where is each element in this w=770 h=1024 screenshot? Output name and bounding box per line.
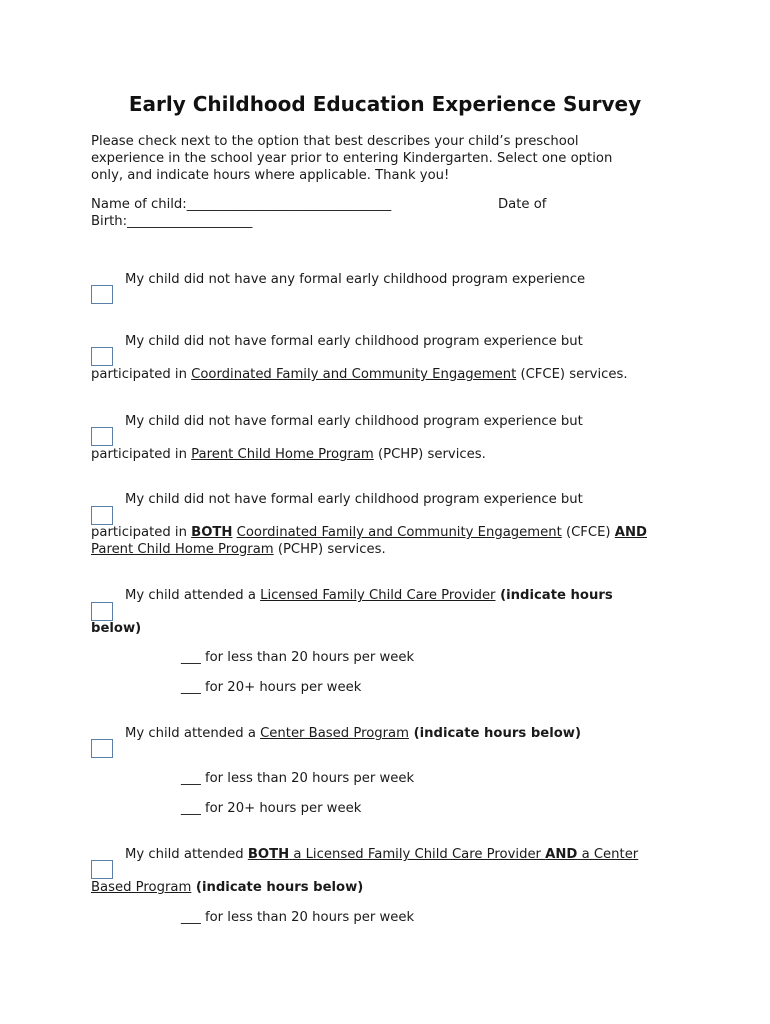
option-1-checkbox[interactable] bbox=[91, 285, 113, 304]
licensed-provider-link[interactable]: Licensed Family Child Care Provider bbox=[260, 588, 496, 603]
pchp-link[interactable]: Parent Child Home Program bbox=[91, 542, 274, 557]
hours-blank[interactable]: ___ bbox=[181, 910, 201, 925]
dob-label-cont: Birth: bbox=[91, 214, 128, 229]
option-4-and: AND bbox=[614, 525, 647, 540]
option-5-pre: My child attended a bbox=[125, 588, 261, 603]
option-4-post: (PCHP) services. bbox=[273, 542, 386, 557]
option-2-pre: participated in bbox=[91, 367, 192, 382]
hours-blank[interactable]: ___ bbox=[181, 680, 201, 695]
hours-label: for less than 20 hours per week bbox=[200, 650, 415, 665]
option-7-checkbox[interactable] bbox=[91, 860, 113, 879]
hours-label: for 20+ hours per week bbox=[200, 680, 362, 695]
option-3-checkbox[interactable] bbox=[91, 427, 113, 446]
both-providers-link[interactable]: a Licensed Family Child Care Provider bbox=[289, 847, 546, 862]
option-2-line1: My child did not have formal early childhood program experience but bbox=[125, 334, 583, 349]
option-2-post: (CFCE) services. bbox=[516, 367, 628, 382]
child-name-label: Name of child: bbox=[91, 197, 187, 212]
option-5-hours-more[interactable] bbox=[181, 680, 361, 695]
option-7-hours-less[interactable] bbox=[181, 910, 414, 925]
option-4-line2 bbox=[91, 525, 647, 540]
option-7-hours-note: (indicate hours below) bbox=[191, 880, 364, 895]
page-title: Early Childhood Education Experience Survey bbox=[128, 92, 642, 116]
dob-label: Date of bbox=[498, 197, 547, 212]
hours-label: for 20+ hours per week bbox=[200, 801, 362, 816]
option-5-hours-note: (indicate hours bbox=[495, 588, 613, 603]
hours-label: for less than 20 hours per week bbox=[200, 910, 415, 925]
instructions-line: experience in the school year prior to entering Kindergarten. Select one option bbox=[91, 150, 613, 166]
dob-field[interactable] bbox=[91, 214, 252, 229]
option-7-pre: My child attended bbox=[125, 847, 248, 862]
both-providers-link[interactable]: a Center bbox=[577, 847, 639, 862]
option-7-both: BOTH bbox=[247, 847, 290, 862]
option-4-line1: My child did not have formal early childhood program experience but bbox=[125, 492, 583, 507]
option-2-checkbox[interactable] bbox=[91, 347, 113, 366]
hours-blank[interactable]: ___ bbox=[181, 771, 201, 786]
option-6-hours-less[interactable] bbox=[181, 771, 414, 786]
option-7-and: AND bbox=[545, 847, 578, 862]
instructions bbox=[91, 134, 691, 184]
option-5-line1 bbox=[125, 588, 613, 603]
option-4-pre: participated in bbox=[91, 525, 192, 540]
option-7-line2 bbox=[91, 880, 363, 895]
option-4-both: BOTH bbox=[191, 525, 233, 540]
dob-blank[interactable]: ___________________ bbox=[127, 214, 253, 229]
option-6-hours-note: (indicate hours below) bbox=[409, 726, 581, 741]
option-1-text: My child did not have any formal early childhood program experience bbox=[125, 272, 586, 287]
child-name-field[interactable] bbox=[91, 197, 391, 212]
option-3-line2 bbox=[91, 447, 486, 462]
hours-blank[interactable]: ___ bbox=[181, 801, 201, 816]
option-3-pre: participated in bbox=[91, 447, 192, 462]
option-4-mid: (CFCE) bbox=[561, 525, 615, 540]
instructions-line: only, and indicate hours where applicable. Thank you! bbox=[91, 167, 450, 183]
option-5-checkbox[interactable] bbox=[91, 602, 113, 621]
hours-blank[interactable]: ___ bbox=[181, 650, 201, 665]
option-6-hours-more[interactable] bbox=[181, 801, 361, 816]
pchp-link[interactable]: Parent Child Home Program bbox=[191, 447, 374, 462]
option-7-line1 bbox=[125, 847, 638, 862]
hours-label: for less than 20 hours per week bbox=[200, 771, 415, 786]
option-6-pre: My child attended a bbox=[125, 726, 261, 741]
center-based-link[interactable]: Center Based Program bbox=[260, 726, 409, 741]
option-6-checkbox[interactable] bbox=[91, 739, 113, 758]
cfce-link[interactable]: Coordinated Family and Community Engagement bbox=[236, 525, 562, 540]
both-providers-link[interactable]: Based Program bbox=[91, 880, 192, 895]
option-4-checkbox[interactable] bbox=[91, 506, 113, 525]
option-6-line1 bbox=[125, 726, 581, 741]
cfce-link[interactable]: Coordinated Family and Community Engagement bbox=[191, 367, 517, 382]
option-3-post: (PCHP) services. bbox=[373, 447, 486, 462]
option-3-line1: My child did not have formal early childhood program experience but bbox=[125, 414, 583, 429]
child-name-blank[interactable]: _______________________________ bbox=[186, 197, 392, 212]
option-5-line2: below) bbox=[91, 621, 142, 636]
option-5-hours-less[interactable] bbox=[181, 650, 414, 665]
option-2-line2 bbox=[91, 367, 628, 382]
instructions-line: Please check next to the option that best describes your child’s preschool bbox=[91, 134, 579, 149]
option-4-line3 bbox=[91, 542, 386, 557]
